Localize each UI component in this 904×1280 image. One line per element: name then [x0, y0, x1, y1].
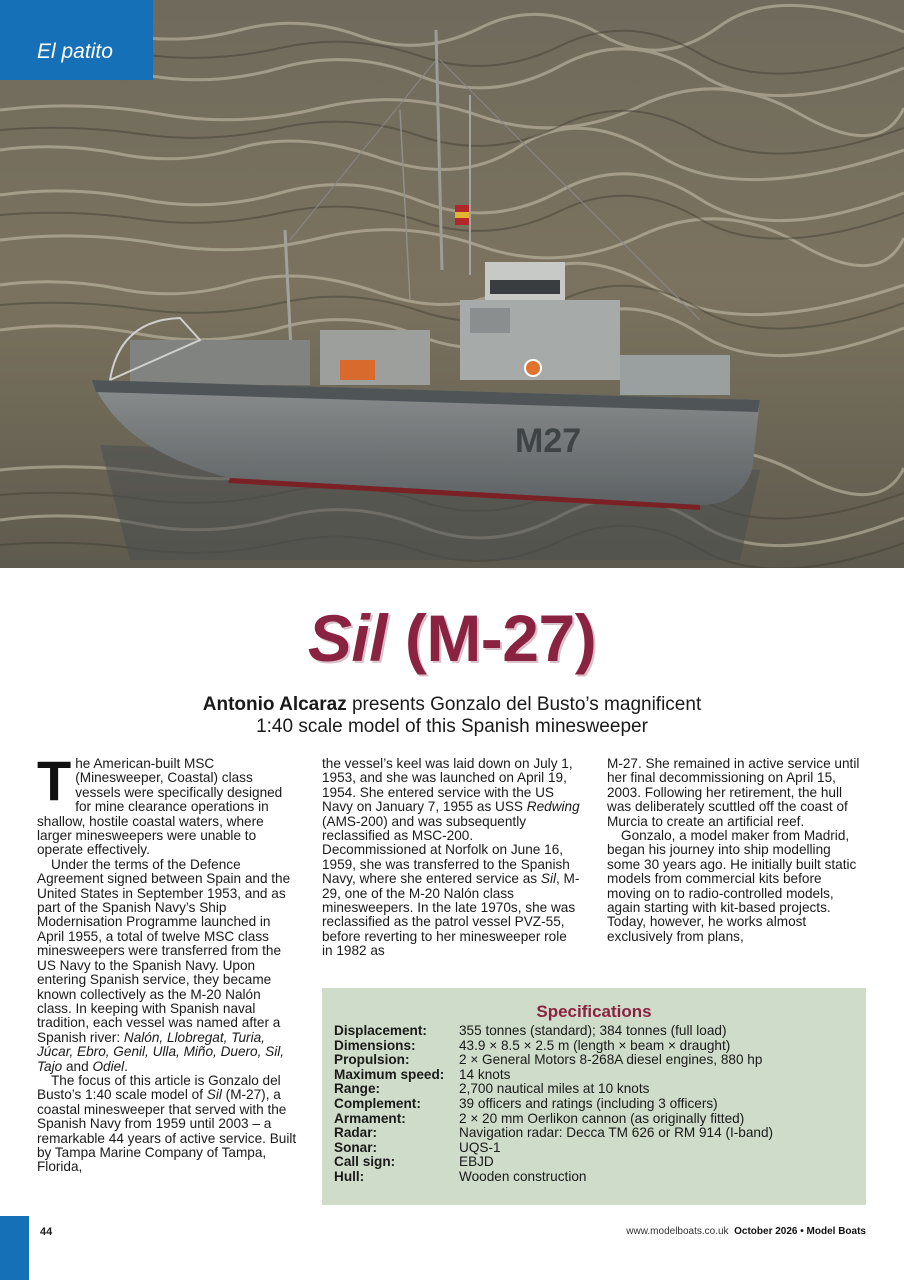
- spec-value: 39 officers and ratings (including 3 officers): [459, 1095, 718, 1111]
- col3-p2: Gonzalo, a model maker from Madrid, began his journey into ship modelling some 30 years ago. He initially built static models from commercial kits before moving on to radio-controlled models, again starting with kit-based projects. Today, however, he works almost exclusively from plans,: [607, 828, 857, 944]
- spec-row: [334, 1141, 773, 1156]
- spec-value: Wooden construction: [459, 1168, 587, 1184]
- spec-label: Hull:: [334, 1168, 365, 1184]
- spec-label: Call sign:: [334, 1154, 396, 1170]
- spec-row: [334, 1053, 773, 1068]
- spec-label: Range:: [334, 1081, 381, 1097]
- specifications-table: [334, 1024, 773, 1185]
- title-italic: Sil: [307, 601, 388, 675]
- col2-text-b: (AMS-200) and was subsequently reclassified as MSC-200. Decommissioned at Norfolk on June 16, 1959, she was transferred to the Spanish Navy, where she entered service as: [322, 813, 570, 887]
- spec-value: EBJD: [459, 1154, 494, 1170]
- minesweeper-model-photo: [0, 0, 904, 568]
- footer-url: www.modelboats.co.uk: [626, 1226, 729, 1237]
- spec-value: UQS-1: [459, 1139, 501, 1155]
- river-odiel: Odiel: [92, 1058, 125, 1074]
- col1-sil: Sil: [206, 1087, 222, 1103]
- col1-p2: [37, 858, 297, 1074]
- spec-value: 2 × 20 mm Oerlikon cannon (as originally fitted): [459, 1110, 745, 1126]
- spec-label: Sonar:: [334, 1139, 378, 1155]
- col2-redwing: Redwing: [526, 799, 580, 815]
- spec-value: 43.9 × 8.5 × 2.5 m (length × beam × draught): [459, 1037, 731, 1053]
- page-number: 44: [40, 1226, 53, 1238]
- spec-value: 14 knots: [459, 1066, 511, 1082]
- spec-row: [334, 1155, 773, 1170]
- col1-and: and: [62, 1058, 93, 1074]
- body-column-1: [37, 749, 297, 1175]
- footer-issue: October 2026 • Model Boats: [734, 1226, 866, 1237]
- river-names: Nalón, Llobregat, Turia, Júcar, Ebro, Genil, Ulla, Miño, Duero, Sil, Tajo: [37, 1029, 285, 1074]
- spec-row: [334, 1068, 773, 1083]
- body-column-3: [607, 757, 865, 944]
- col1-p3-text: The focus of this article is Gonzalo del Busto’s 1:40 scale model of: [37, 1072, 281, 1103]
- section-tab: [0, 0, 153, 80]
- col2-sil: Sil: [540, 871, 556, 887]
- spec-label: Armament:: [334, 1110, 406, 1126]
- footer: [626, 1226, 866, 1237]
- spec-row: [334, 1024, 773, 1039]
- standfirst: [0, 694, 904, 738]
- spec-row: [334, 1097, 773, 1112]
- spec-label: Maximum speed:: [334, 1066, 445, 1082]
- col1-p1: he American-built MSC (Minesweeper, Coastal) class vessels were specifically designed for mine clearance operations in shallow, hostile coastal waters, where larger minesweepers were unable to operate effectively.: [37, 756, 283, 858]
- spec-value: 355 tonnes (standard); 384 tonnes (full load): [459, 1023, 727, 1038]
- col2-text-a: the vessel’s keel was laid down on July 1, 1953, and she was launched on April 19, 1954. She entered service with the US Navy on January 7, 1955 as USS: [322, 756, 573, 815]
- spec-value: Navigation radar: Decca TM 626 or RM 914 (I-band): [459, 1125, 774, 1141]
- hero-photo: [0, 0, 904, 568]
- spec-label: Displacement:: [334, 1023, 427, 1038]
- page-edge-bar: [0, 1216, 29, 1280]
- spec-row: [334, 1082, 773, 1097]
- spec-row: [334, 1126, 773, 1141]
- standfirst-line2: 1:40 scale model of this Spanish minesweeper: [256, 716, 648, 737]
- body-column-2: [322, 757, 580, 959]
- spec-row: [334, 1112, 773, 1127]
- col1-p3-rest: (M-27), a coastal minesweeper that served with the Spanish Navy from 1959 until 2003 – a remarkable 44 years of active service. Built by Tampa Marine Company of Tampa, Florida,: [37, 1087, 297, 1175]
- section-label: El patito: [37, 40, 113, 63]
- specifications-heading: Specifications: [536, 1002, 652, 1021]
- spec-label: Dimensions:: [334, 1037, 416, 1053]
- author-name: Antonio Alcaraz: [202, 694, 347, 715]
- article-title: [0, 600, 904, 676]
- col2-text-c: , M-29, one of the M-20 Nalón class minesweepers. In the late 1970s, she was reclassified as the patrol vessel PVZ-55, before reverting to her minesweeper role in 1982 as: [322, 871, 580, 959]
- col3-p1: M-27. She remained in active service until her final decommissioning on April 15, 2003. Following her retirement, the hull was deliberately scuttled off the coast of Murcia to create an artificial reef.: [607, 756, 860, 829]
- specifications-box: [322, 988, 866, 1205]
- hull-marking: M27: [515, 422, 582, 460]
- spec-value: 2 × General Motors 8-268A diesel engines, 880 hp: [459, 1052, 763, 1068]
- spec-label: Propulsion:: [334, 1052, 410, 1068]
- spec-value: 2,700 nautical miles at 10 knots: [459, 1081, 650, 1097]
- spec-row: [334, 1039, 773, 1054]
- col1-p2-end: .: [124, 1058, 128, 1074]
- spec-label: Complement:: [334, 1095, 421, 1111]
- spec-row: [334, 1170, 773, 1185]
- standfirst-line1: presents Gonzalo del Busto’s magnificent: [346, 694, 702, 715]
- drop-cap: T: [37, 749, 72, 812]
- col1-p3: [37, 1074, 297, 1175]
- spec-label: Radar:: [334, 1125, 378, 1141]
- col1-p2-text: Under the terms of the Defence Agreement signed between Spain and the United States in September 1953, and as part of the Spanish Navy’s Ship Modernisation Programme launched in April 1955, a total of twelve MSC class minesweepers were transferred from the US Navy to the Spanish Navy. Upon entering Spanish service, they became known collectively as the M-20 Nalón class. In keeping with Spanish naval tradition, each vessel was named after a Spanish river:: [37, 856, 291, 1045]
- title-rest: (M-27): [387, 601, 597, 675]
